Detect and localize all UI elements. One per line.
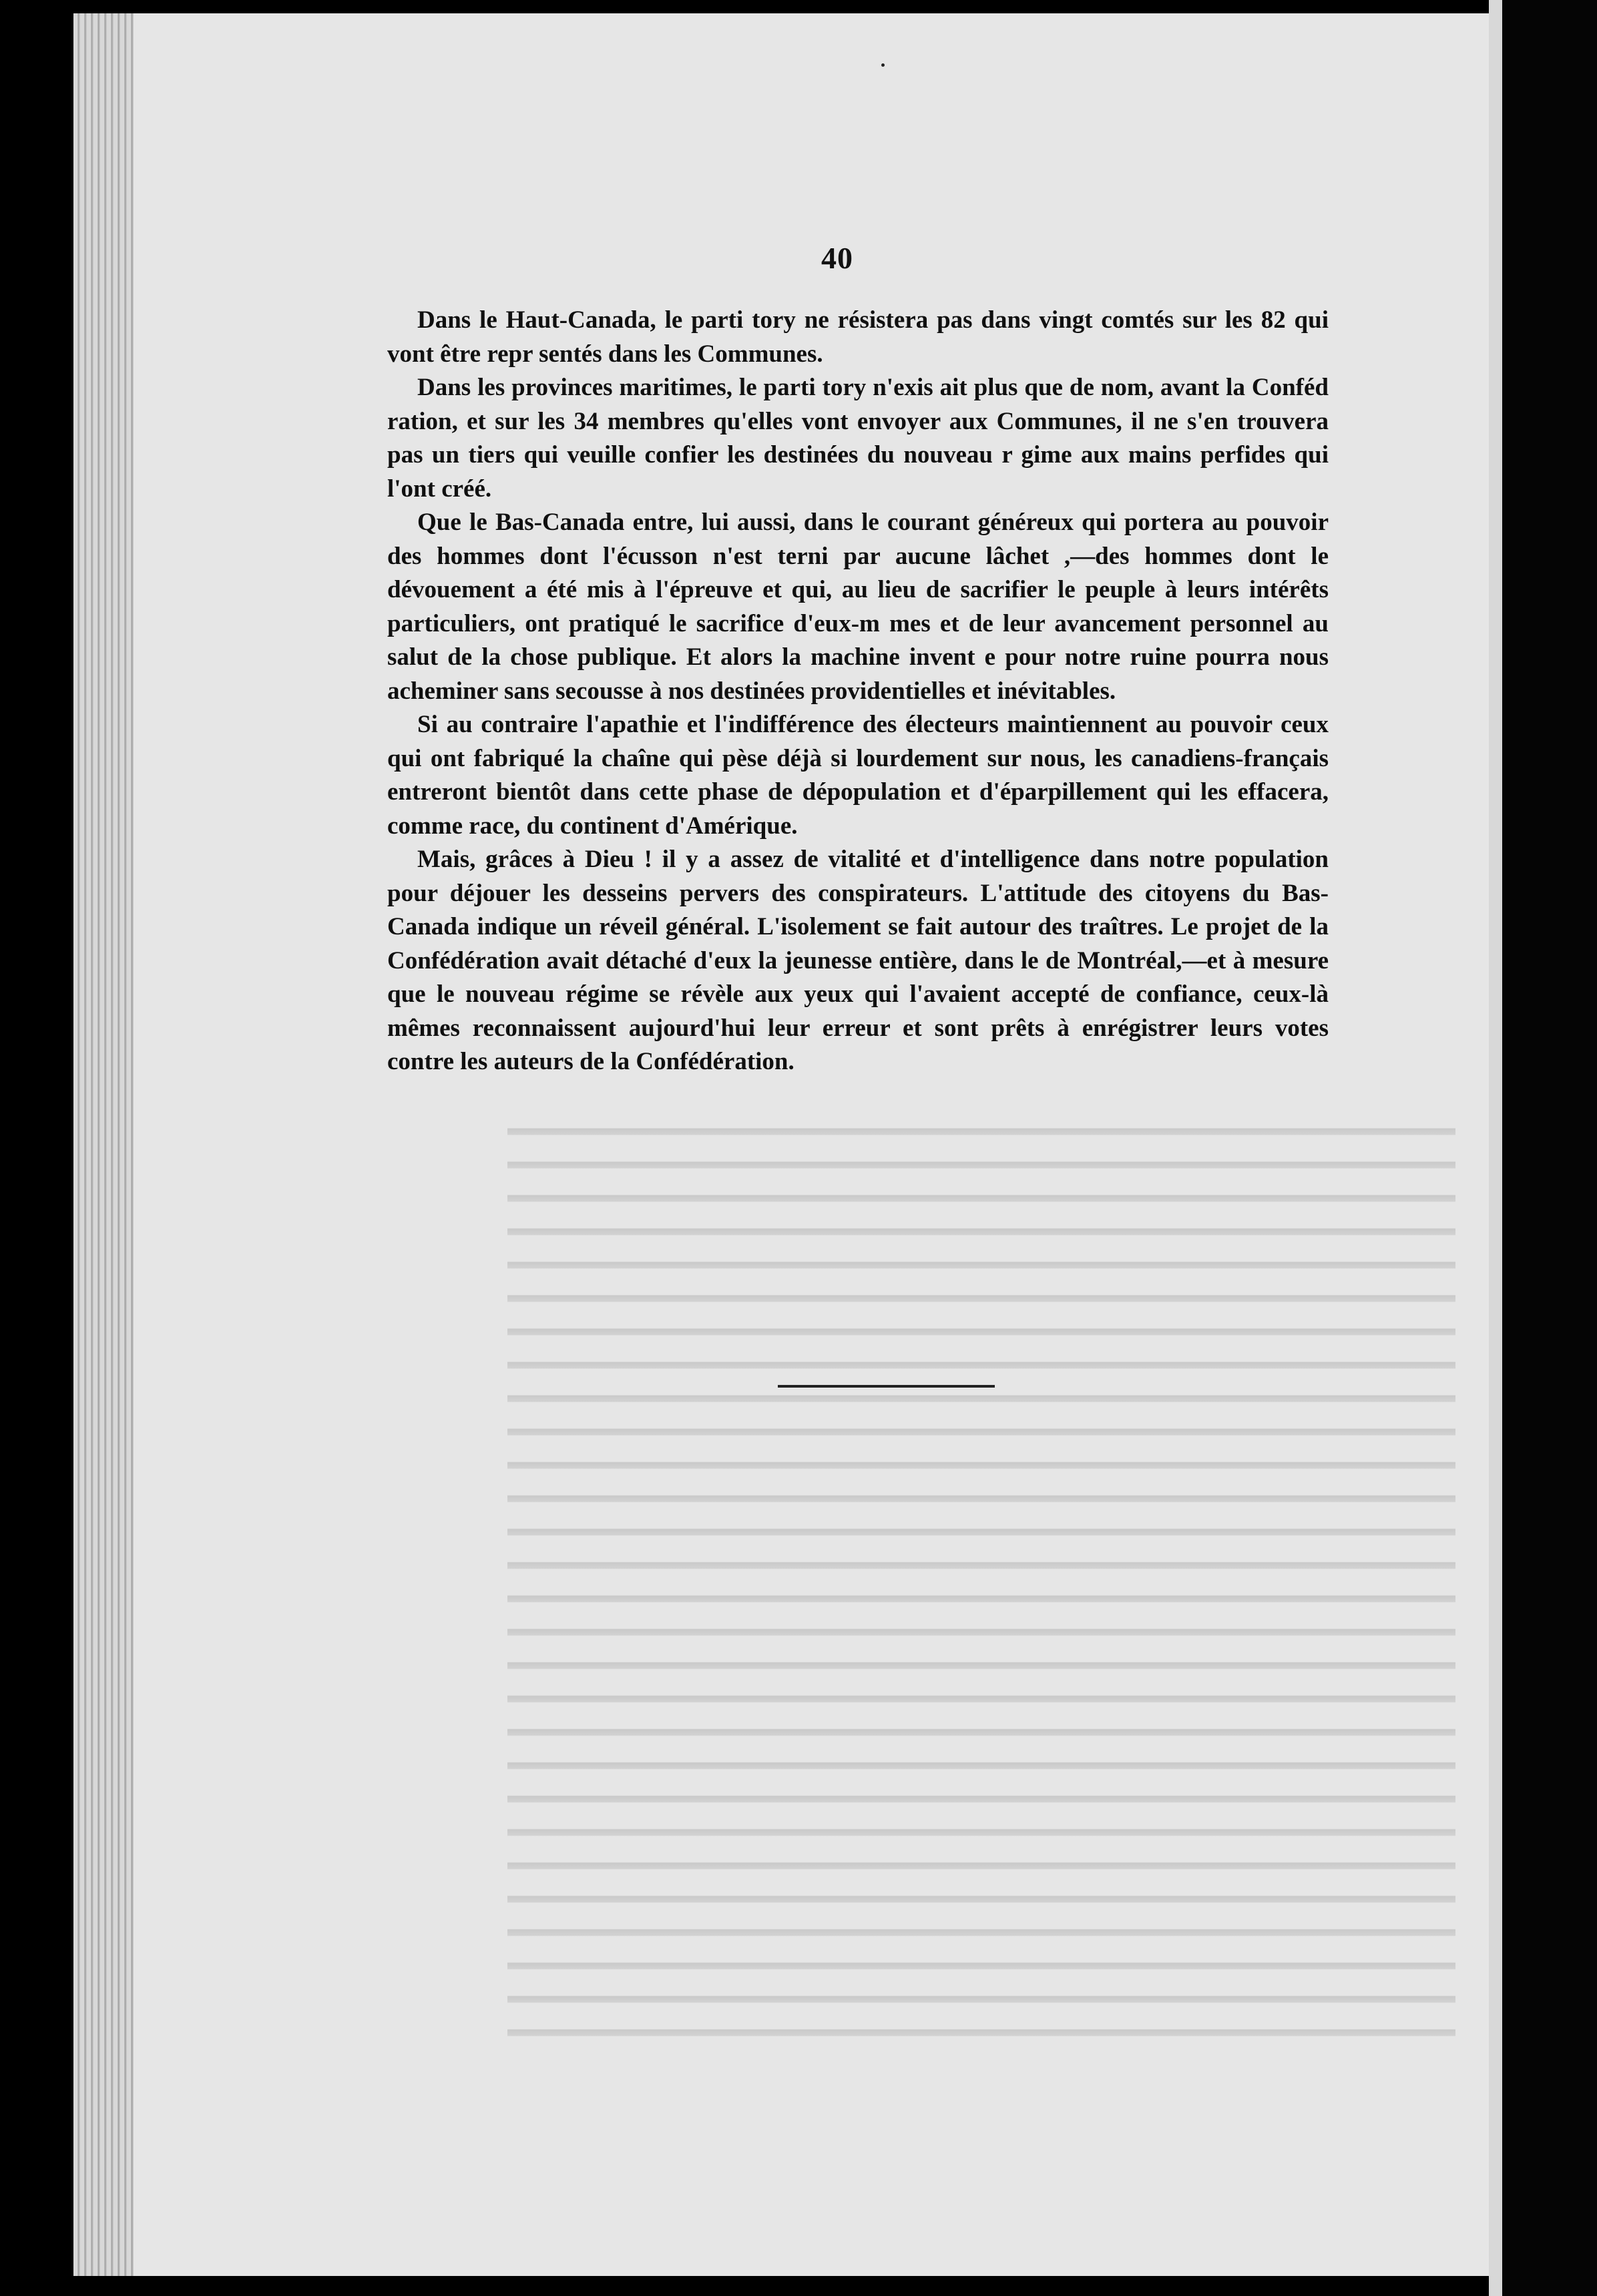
paragraph: Dans le Haut-Canada, le parti tory ne résistera pas dans vingt comtés sur les 82 qui vont être repr sentés dans les Communes.: [387, 306, 1329, 368]
paragraph: Si au contraire l'apathie et l'indifférence des électeurs maintiennent au pouvoir ceux qui ont fabriqué la chaîne qui pèse déjà si lourdement sur nous, les canadiens-français entreront bientôt dans cette phase de dépopulation et d'éparpillement qui les effacera, comme race, du continent d'Amérique.: [387, 711, 1329, 840]
page-edge-stack: [73, 13, 140, 2276]
section-divider: [778, 1385, 995, 1388]
scan-border: [1502, 0, 1597, 2296]
paragraph: Dans les provinces maritimes, le parti tory n'exis ait plus que de nom, avant la Conféd ration, et sur les 34 membres qu'elles vont envoyer aux Communes, il ne s'en trouvera pas un tiers qui veuille confier les destinées du nouveau r gime aux mains perfides qui l'ont créé.: [387, 374, 1329, 503]
scan-speck: [881, 63, 885, 67]
page-number: 40: [821, 241, 853, 275]
body-text: [387, 304, 1329, 1079]
bleed-through-text: [507, 1108, 1455, 2056]
facing-page-edge: [1489, 0, 1502, 2296]
paragraph: Mais, grâces à Dieu ! il y a assez de vitalité et d'intelligence dans notre population pour déjouer les desseins pervers des conspirateurs. L'attitude des citoyens du Bas-Canada indique un réveil général. L'isolement se fait autour des traîtres. Le projet de la Confédération avait détaché d'eux la jeunesse entière, dans le de Montréal,—et à mesure que le nouveau régime se révèle aux yeux qui l'avaient accepté de confiance, ceux-là mêmes reconnaissent aujourd'hui leur erreur et sont prêts à enrégistrer leurs votes contre les auteurs de la Confédération.: [387, 846, 1329, 1075]
paragraph: Que le Bas-Canada entre, lui aussi, dans le courant généreux qui portera au pouvoir des hommes dont l'écusson n'est terni par aucune lâchet ,—des hommes dont le dévouement a été mis à l'épreuve et qui, au lieu de sacrifier le peuple à leurs intérêts particuliers, ont pratiqué le sacrifice d'eux-m mes et de leur avancement personnel au salut de la chose publique. Et alors la machine invent e pour notre ruine pourra nous acheminer sans secousse à nos destinées providentielles et inévitables.: [387, 509, 1329, 705]
